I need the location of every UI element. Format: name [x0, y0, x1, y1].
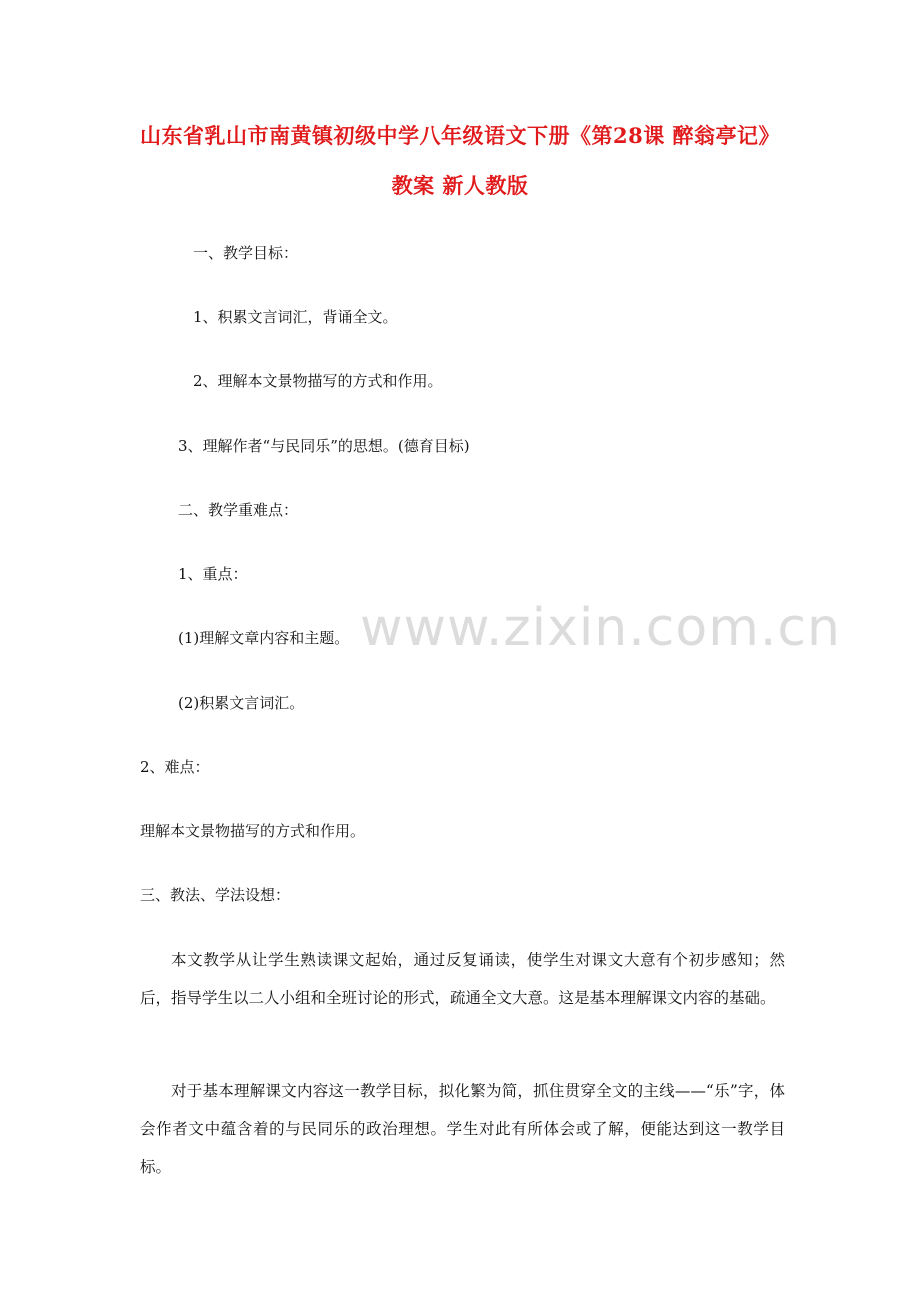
- key-point-a: (1)理解文章内容和主题。: [178, 629, 350, 647]
- section-3-heading: 三、教法、学法设想：: [140, 886, 291, 904]
- objective-item-2: 2、理解本文景物描写的方式和作用。: [193, 372, 443, 390]
- difficult-point-text: 理解本文景物描写的方式和作用。: [140, 822, 366, 840]
- difficult-point-heading: 2、难点：: [140, 758, 210, 776]
- key-point-heading: 1、重点：: [178, 565, 248, 583]
- key-point-b: (2)积累文言词汇。: [178, 694, 305, 712]
- method-paragraph-2: 对于基本理解课文内容这一教学目标，拟化繁为简，抓住贯穿全文的主线——“乐”字，体会作者文中蕴含着的与民同乐的政治理想。学生对此有所体会或了解，便能达到这一教学目标。: [140, 1082, 785, 1176]
- section-1-heading: 一、教学目标：: [193, 244, 299, 262]
- document-title-line-1: 山东省乳山市南黄镇初级中学八年级语文下册《第28课 醉翁亭记》: [139, 123, 781, 148]
- objective-item-3: 3、理解作者“与民同乐”的思想。(德育目标): [178, 437, 470, 455]
- document-title-line-2: 教案 新人教版: [391, 173, 529, 198]
- objective-item-1: 1、积累文言词汇，背诵全文。: [193, 308, 398, 326]
- watermark-text: www.zixin.com.cn: [360, 598, 841, 658]
- section-2-heading: 二、教学重难点：: [178, 501, 299, 519]
- method-paragraph-1: 本文教学从让学生熟读课文起始，通过反复诵读，使学生对课文大意有个初步感知；然后，指导学生以二人小组和全班讨论的形式，疏通全文大意。这是基本理解课文内容的基础。: [140, 951, 785, 1007]
